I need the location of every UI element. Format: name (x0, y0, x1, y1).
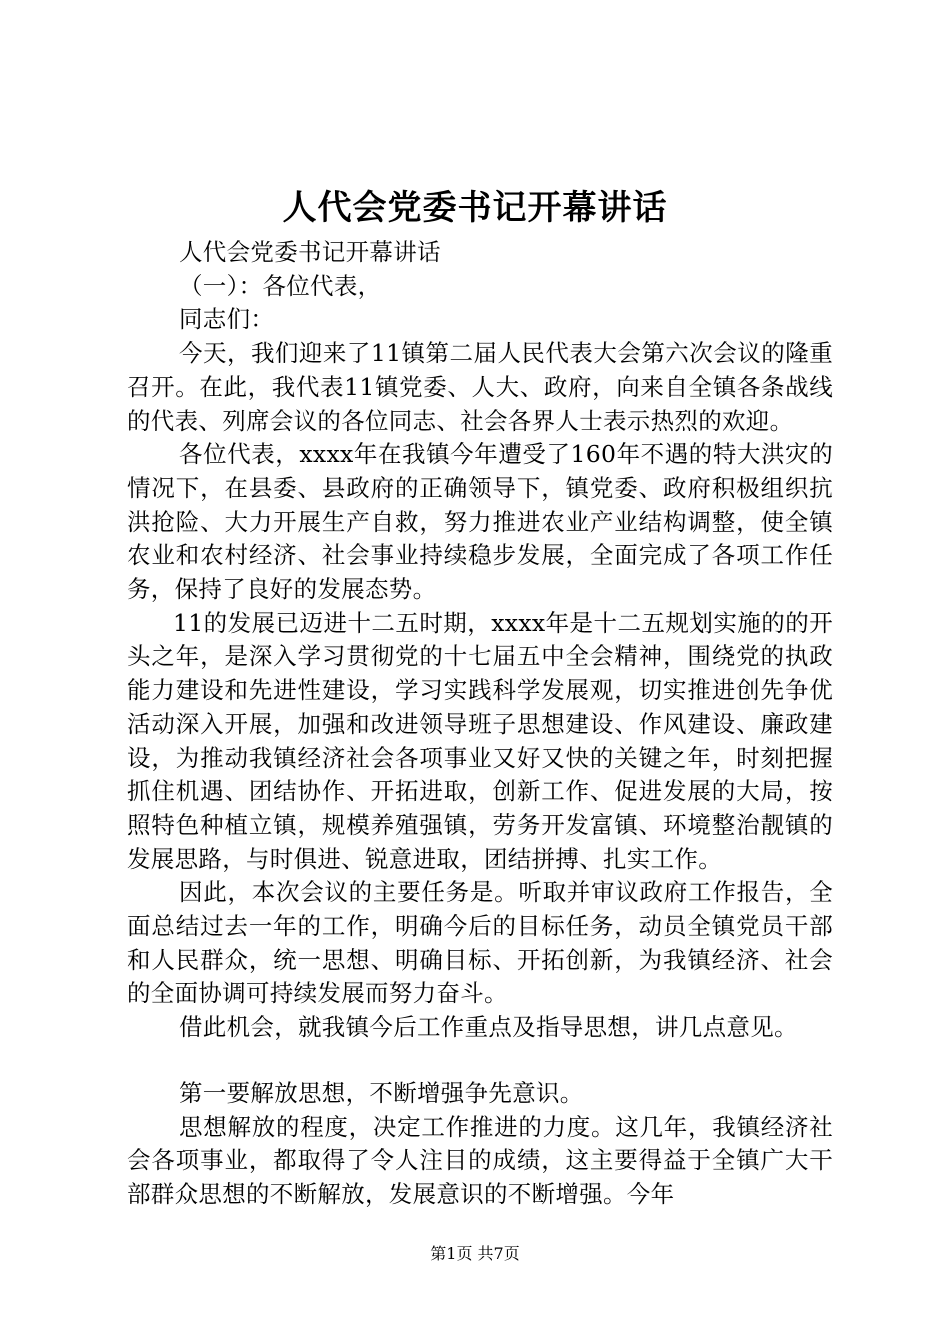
paragraph-salutation-2: 同志们： (179, 305, 275, 334)
paragraph-opinions: 借此机会，就我镇今后工作重点及指导思想，讲几点意见。 (179, 1013, 798, 1042)
paragraph-review: 各位代表，xxxx年在我镇今年遭受了160年不遇的特大洪灾的情况下，在县委、县政府的正确领导下，镇党委、政府积极组织抗洪抢险、大力开展生产自救，努力推进农业产业结构调整，使全镇农业和农村经济、社会事业持续稳步发展，全面完成了各项工作任务，保持了良好的发展态势。 (127, 440, 833, 604)
document-title: 人代会党委书记开幕讲话 (282, 188, 668, 228)
paragraph-subtitle: 人代会党委书记开幕讲话 (179, 238, 441, 266)
paragraph-gap (127, 1045, 833, 1077)
section-heading-1: 第一要解放思想，不断增强争先意识。 (179, 1078, 584, 1107)
document-body (127, 236, 833, 1212)
paragraph-tasks: 因此，本次会议的主要任务是。听取并审议政府工作报告，全面总结过去一年的工作，明确今后的目标任务，动员全镇党员干部和人民群众，统一思想、明确目标、开拓创新，为我镇经济、社会的全面协调可持续发展而努力奋斗。 (127, 878, 833, 1008)
paragraph-outlook: 11的发展已迈进十二五时期，xxxx年是十二五规划实施的的开头之年，是深入学习贯彻党的十七届五中全会精神，围绕党的执政能力建设和先进性建设，学习实践科学发展观，切实推进创先争优活动深入开展，加强和改进领导班子思想建设、作风建设、廉政建设，为推动我镇经济社会各项事业又好又快的关键之年，时刻把握抓住机遇、团结协作、开拓进取，创新工作、促进发展的大局，按照特色种植立镇，规模养殖强镇，劳务开发富镇、环境整治靓镇的发展思路，与时俱进、锐意进取，团结拼搏、扎实工作。 (127, 608, 833, 873)
paragraph-section-1: 思想解放的程度，决定工作推进的力度。这几年，我镇经济社会各项事业，都取得了令人注目的成绩，这主要得益于全镇广大干部群众思想的不断解放，发展意识的不断增强。今年 (127, 1112, 833, 1208)
paragraph-salutation-1: （一）：各位代表， (179, 271, 382, 300)
paragraph-opening: 今天，我们迎来了11镇第二届人民代表大会第六次会议的隆重召开。在此，我代表11镇党委、人大、政府，向来自全镇各条战线的代表、列席会议的各位同志、社会各界人士表示热烈的欢迎。 (127, 339, 833, 435)
page-footer: 第1页 共7页 (430, 1244, 520, 1263)
